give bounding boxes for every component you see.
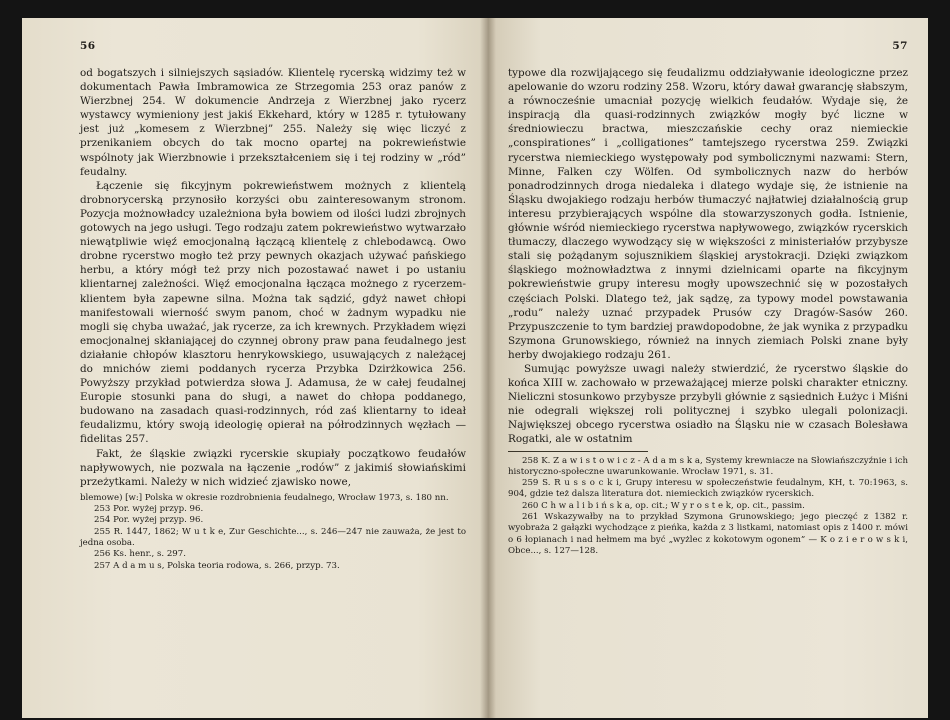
left-page	[22, 18, 488, 718]
left-paragraph-2: Łączenie się fikcyjnym pokrewieństwem możnych z klientelą drobnorycerską przynosiło korzyści obu zainteresowanym stronom. Pozycja możnowładcy uzależniona była bowiem od ilości ludzi zbrojnych gotowych na jego usługi. Tego rodzaju zatem pokrewieństwo wytwarzało niewątpliwie więź emocjonalną łączącą klientelę z chlebodawcą. Owo drobne rycerstwo mogło też przy pewnych okazjach używać pańskiego herbu, a który mógł też przy nich pozostawać nawet i po ustaniu klientarnej zależności. Więź emocjonalna łącząca możnego z rycerzem-klientem była zapewne silna. Można tak sądzić, gdyż nawet chłopi manifestowali wierność swym panom, choć w żadnym wypadku nie mogli się chyba uważać, jak rycerze, za ich krewnych. Przykładem więzi emocjonalnej skłaniającej do czynnej obrony praw pana feudalnego jest działanie chłopów klasztoru henrykowskiego, usuwających z należącej do mnichów ziemi poddanych rycerza Przybka Dzirżkowica 256. Powyższy przykład potwierdza słowa J. Adamusa, że w całej feudalnej Europie stosunki pana do sługi, a nawet do chłopa poddanego, budowano na zasadach quasi-rodzinnych, ród zaś klientarny to ideał feudalizmu, który swoją ideologię opierał na półrodzinnych węzłach — fidelitas 257.	[80, 179, 466, 446]
footnote-253: 253 Por. wyżej przyp. 96.	[94, 504, 204, 515]
footnote-rule	[508, 451, 648, 452]
right-page-body	[508, 66, 908, 447]
right-paragraph-1: typowe dla rozwijającego się feudalizmu oddziaływanie ideologiczne przez apelowanie do wzoru rodziny 258. Wzoru, który dawał gwarancję słabszym, a równocześnie umacniał pozycję wielkich feudałów. Wydaje się, że inspiracją dla quasi-rodzinnych związków mogły być liczne w średniowieczu bractwa, mieszczańskie cechy oraz niemieckie „conspirationes” i „colligationes” tamtejszego rycerstwa 259. Związki rycerstwa niemieckiego występowały pod symbolicznymi nazwami: Stern, Minne, Falken czy Wölfen. Od symbolicznych nazw do herbów ponadrodzinnych droga niedaleka i dlatego wydaje się, że istnienie na Śląsku dwojakiego rodzaju herbów tłumaczyć najłatwiej działalnością grup interesu przybierających wspólne dla stowarzyszonych godła. Istnienie, głównie wśród niemieckiego rycerstwa napływowego, związków rycerskich tłumaczy, dlaczego wywodzący się w większości z ministeriałów przybysze stali się pożądanym sojusznikiem śląskiej arystokracji. Dzięki związkom śląskiego możnowładztwa z innymi dzielnicami oparte na fikcyjnym pokrewieństwie grupy interesu mogły upowszechnić się w pozostałych częściach Polski. Dlatego też, jak sądzę, za typowy model powstawania „rodu” należy uznać przypadek Prusów czy Dragów-Sasów 260. Przypuszczenie to tym bardziej prawdopodobne, że jak wynika z przypadku Szymona Grunowskiego, również na innych ziemiach Polski znane były herby dwojakiego rodzaju 261.	[508, 67, 908, 361]
left-paragraph-3: Fakt, że śląskie związki rycerskie skupiały początkowo feudałów napływowych, nie pozwala na łączenie „rodów” z jakimiś słowiańskimi przeżytkami. Należy w nich widzieć zjawisko nowe,	[80, 447, 466, 488]
right-page	[488, 18, 928, 718]
footnote-259: 259 S. R u s s o c k i, Grupy interesu w społeczeństwie feudalnym, KH, t. 70:1963, s. 904, gdzie też dalsza literatura dot. niemieckich związków rycerskich.	[508, 478, 908, 500]
book-gutter	[480, 18, 496, 718]
footnote-261: 261 Wskazywałby na to przykład Szymona Grunowskiego; jego pieczęć z 1382 r. wyobraża 2 gałązki wychodzące z pieńka, każda z 3 listkami, natomiast opis z 1400 r. mówi o 6 łopianach i nad hełmem ma być „wyżlec z kokotowym ogonem” — K o z i e r o w s k i, Obce..., s. 127—128.	[508, 512, 908, 556]
footnote-257: 257 A d a m u s, Polska teoria rodowa, s. 266, przyp. 73.	[94, 560, 340, 571]
footnote-255: 255 R. 1447, 1862; W u t k e, Zur Geschichte..., s. 246—247 nie zauważa, że jest to jedna osoba.	[80, 526, 466, 548]
right-footnotes	[508, 451, 908, 558]
left-page-number: 56	[80, 40, 96, 52]
book-spread	[22, 18, 928, 718]
left-footnote-continued: blemowe) [w:] Polska w okresie rozdrobnienia feudalnego, Wrocław 1973, s. 180 nn.	[80, 492, 449, 503]
right-page-number: 57	[892, 40, 908, 52]
footnote-254: 254 Por. wyżej przyp. 96.	[94, 515, 204, 526]
footnote-256: 256 Ks. henr., s. 297.	[94, 549, 186, 560]
footnote-260: 260 C h w a l i b i ń s k a, op. cit.; W y r o s t e k, op. cit., passim.	[522, 500, 805, 511]
right-paragraph-2: Sumując powyższe uwagi należy stwierdzić, że rycerstwo śląskie do końca XIII w. zachowało w przeważającej mierze polski charakter etniczny. Nieliczni stosunkowo przybysze przybyli głównie z sąsiednich Łużyc i Miśni nie odegrali większej roli politycznej i szybko ulegali polonizacji. Największej obcego rycerstwa osiadło na Śląsku nie w czasach Bolesława Rogatki, ale w ostatnim	[508, 362, 908, 446]
left-paragraph-1: od bogatszych i silniejszych sąsiadów. Klientelę rycerską widzimy też w dokumentach Pawła Imbramowica ze Strzegomia 253 oraz panów z Wierzbnej 254. W dokumencie Andrzeja z Wierzbnej jako rycerz wystawcy wymieniony jest jakiś Ekkehard, który w 1285 r. tytułowany jest już „komesem z Wierzbnej” 255. Należy się więc liczyć z przenikaniem obcych do tak mocno opartej na pokrewieństwie wspólnoty jak Wierzbnowie i przekształceniem się i tej rodziny w „ród” feudalny.	[80, 67, 466, 178]
left-footnotes	[80, 493, 466, 572]
footnote-258: 258 K. Z a w i s t o w i c z - A d a m s k a, Systemy krewniacze na Słowiańszczyźnie i ich historyczno-społeczne uwarunkowanie. Wrocław 1971, s. 31.	[508, 455, 908, 477]
left-page-body	[80, 66, 466, 489]
